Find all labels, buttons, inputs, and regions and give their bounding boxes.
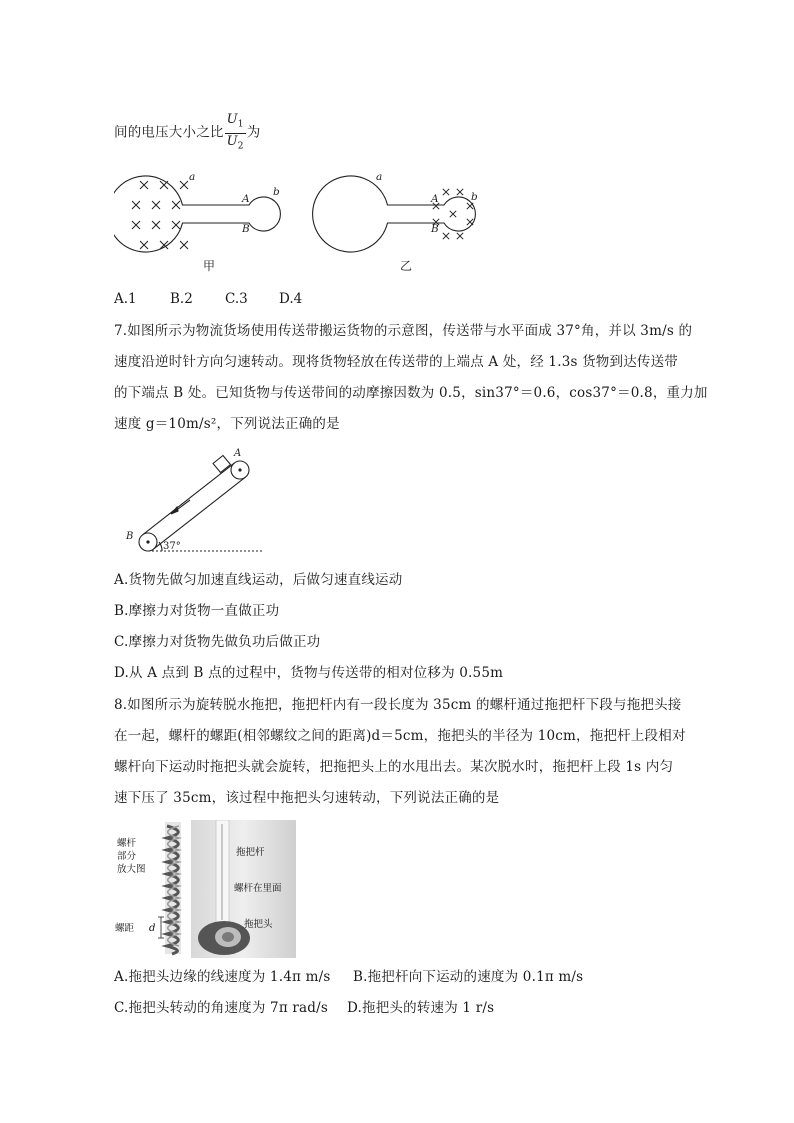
belt-lower <box>154 477 246 549</box>
cargo-box <box>213 456 231 473</box>
q7-line-4: 速度 g＝10m/s²，下列说法正确的是 <box>114 416 340 432</box>
q7-conveyor-figure <box>122 446 267 558</box>
magnetic-field-jia <box>132 181 188 249</box>
field-cross-mark <box>132 221 140 229</box>
caption-yi: 乙 <box>400 259 413 273</box>
q7-angle-label: 37° <box>163 541 181 552</box>
label-b-jia: b <box>273 186 280 198</box>
label-screw-inside: 螺杆在里面 <box>234 883 282 894</box>
label-a-jia: a <box>189 171 196 183</box>
q6-choice-a: A.1 <box>114 291 137 307</box>
field-cross-mark <box>467 203 473 209</box>
field-cross-mark <box>152 221 160 229</box>
q8-line-3: 螺杆向下运动时拖把头就会旋转，把拖把头上的水甩出去。某次脱水时，拖把杆上段 1s 内匀 <box>114 759 674 775</box>
q8-option-a: A.拖把头边缘的线速度为 1.4π m/s <box>114 969 331 985</box>
label-a-yi: a <box>376 171 383 183</box>
field-cross-mark <box>140 241 148 249</box>
q8-mop-photo <box>112 820 296 958</box>
magnetic-field-yi <box>433 189 473 239</box>
loop-left-jia <box>114 176 280 252</box>
field-cross-mark <box>172 221 180 229</box>
q7-label-A: A <box>234 448 242 459</box>
label-B-yi: B <box>431 223 439 235</box>
q8-option-d: D.拖把头的转速为 1 r/s <box>347 1000 495 1016</box>
label-zoom-1: 螺杆 <box>117 838 137 849</box>
field-cross-mark <box>160 181 168 189</box>
q6-tail-suffix: 为 <box>246 124 261 141</box>
loop-right-yi <box>313 176 476 252</box>
belt-upper <box>143 463 235 535</box>
field-cross-mark <box>152 201 160 209</box>
q6-choice-d: D.4 <box>279 291 303 307</box>
label-zoom-3: 放大图 <box>117 864 146 875</box>
field-cross-mark <box>132 201 140 209</box>
label-B-jia: B <box>242 223 250 235</box>
field-cross-mark <box>140 181 148 189</box>
field-cross-mark <box>172 201 180 209</box>
field-cross-mark <box>467 219 473 225</box>
field-cross-mark <box>443 233 449 239</box>
screw-closeup <box>158 822 181 954</box>
field-cross-mark <box>443 189 449 195</box>
q7-option-c: C.摩擦力对货物先做负功后做正功 <box>114 634 321 650</box>
q6-choice-b: B.2 <box>170 291 193 307</box>
q7-option-a: A.货物先做匀加速直线运动，后做匀速直线运动 <box>114 572 403 588</box>
field-cross-mark <box>457 233 463 239</box>
voltage-ratio-fraction: $\frac{U_1}{U_2}$ <box>226 112 244 152</box>
q8-line-1: 8.如图所示为旋转脱水拖把，拖把杆内有一段长度为 35cm 的螺杆通过拖把杆下段与拖把头接 <box>114 697 682 713</box>
caption-jia: 甲 <box>203 259 216 273</box>
field-cross-mark <box>180 181 188 189</box>
q6-tail-line <box>114 112 260 154</box>
q7-option-d: D.从 A 点到 B 点的过程中，货物与传送带的相对位移为 0.55m <box>114 665 504 681</box>
label-pitch-symbol: d <box>149 923 156 934</box>
q6-tail-prefix: 间的电压大小之比 <box>114 124 224 141</box>
q7-line-1: 7.如图所示为物流货场使用传送带搬运货物的示意图，传送带与水平面成 37°角，并以 3m/s 的 <box>114 323 693 339</box>
label-A-yi: A <box>431 193 439 205</box>
q7-line-3: 的下端点 B 处。已知货物与传送带间的动摩擦因数为 0.5，sin37°＝0.6，cos37°＝0.8，重力加 <box>114 385 708 401</box>
label-b-yi: b <box>471 191 478 203</box>
label-head: 拖把头 <box>244 919 273 930</box>
label-A-jia: A <box>242 193 250 205</box>
q7-line-2: 速度沿逆时针方向匀速转动。现将货物轻放在传送带的上端点 A 处，经 1.3s 货物到达传送带 <box>114 354 679 370</box>
label-zoom-2: 部分 <box>117 851 137 862</box>
q8-line-2: 在一起，螺杆的螺距(相邻螺纹之间的距离)d＝5cm，拖把头的半径为 10cm，拖把杆上段相对 <box>114 728 686 744</box>
field-cross-mark <box>457 189 463 195</box>
q8-option-c: C.拖把头转动的角速度为 7π rad/s <box>114 1000 329 1016</box>
label-pitch: 螺距 <box>115 923 135 934</box>
field-cross-mark <box>450 211 456 217</box>
q6-choice-c: C.3 <box>225 291 248 307</box>
q7-label-B: B <box>126 531 134 542</box>
q8-line-4: 速下压了 35cm，该过程中拖把头匀速转动，下列说法正确的是 <box>114 790 500 806</box>
field-cross-mark <box>180 241 188 249</box>
q8-option-b: B.拖把杆向下运动的速度为 0.1π m/s <box>353 969 584 985</box>
label-handle: 拖把杆 <box>236 847 265 858</box>
q7-option-b: B.摩擦力对货物一直做正功 <box>114 603 280 619</box>
q6-figure <box>114 160 514 278</box>
